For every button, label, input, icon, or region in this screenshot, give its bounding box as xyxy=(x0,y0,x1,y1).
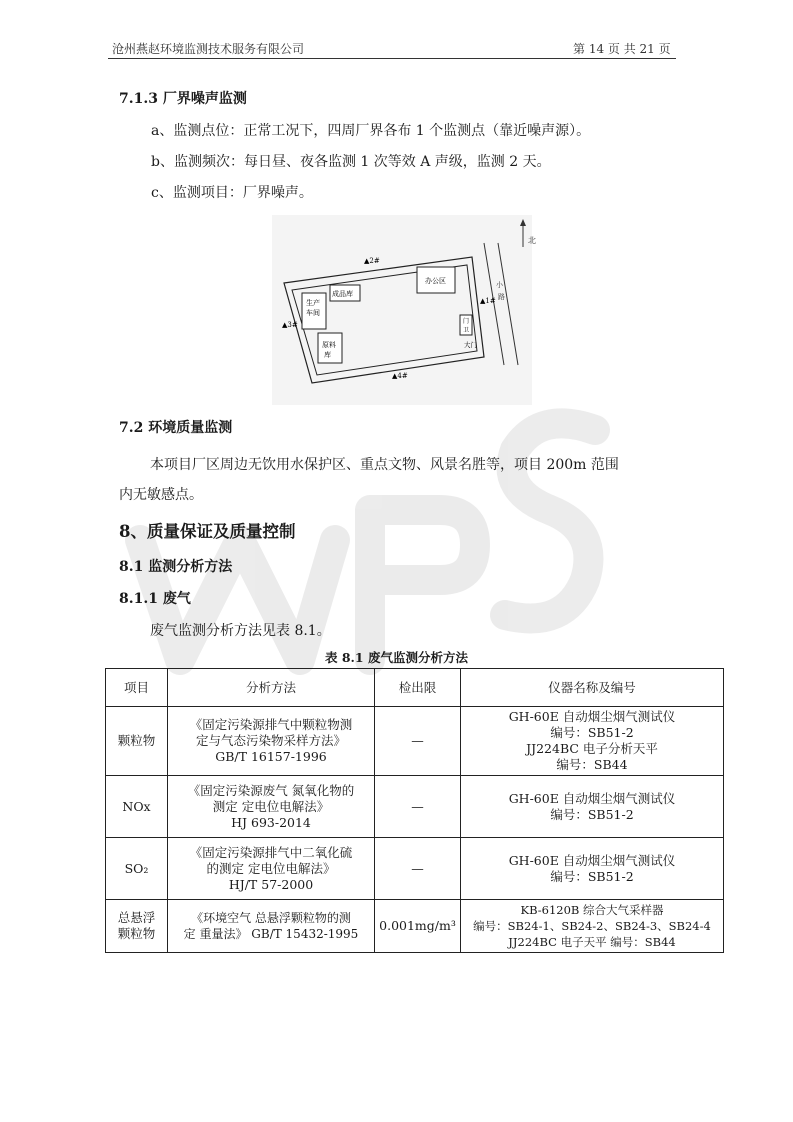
cell-instrument-line: KB-6120B 综合大气采样器 xyxy=(520,903,664,917)
cell-instrument-line: JJ224BC 电子天平 编号：SB44 xyxy=(508,935,676,949)
section-811-para: 废气监测分析方法见表 8.1。 xyxy=(150,623,331,639)
monitor-point-4: ▲4# xyxy=(392,372,408,380)
header-company: 沧州燕赵环境监测技术服务有限公司 xyxy=(112,42,305,56)
cell-instrument-line: 编号：SB44 xyxy=(556,757,628,772)
table-row xyxy=(106,838,724,900)
cell-item xyxy=(106,838,168,900)
monitor-point-1: ▲1# xyxy=(480,297,496,305)
cell-instrument-line: 编号：SB51-2 xyxy=(550,806,634,822)
monitor-point-3: ▲3# xyxy=(282,321,298,329)
cell-method xyxy=(168,900,375,953)
raw-label-1: 原料 xyxy=(322,341,336,349)
cell-method-line: 定 重量法》 GB/T 15432-1995 xyxy=(183,927,359,941)
gate-label: 大门 xyxy=(464,341,477,349)
cell-item xyxy=(106,707,168,776)
section-72-title: 7.2 环境质量监测 xyxy=(119,420,233,436)
table-row xyxy=(106,707,724,776)
cell-item-line: 颗粒物 xyxy=(117,733,156,748)
cell-item-line: 总悬浮 xyxy=(117,910,156,925)
guard-label-1: 门 xyxy=(463,318,470,325)
cell-method-line: 《固定污染源废气 氮氧化物的 xyxy=(187,782,355,798)
cell-method-line: 《固定污染源排气中颗粒物测 xyxy=(189,717,353,732)
header-cell-method: 分析方法 xyxy=(168,669,375,707)
table-row xyxy=(106,776,724,838)
north-label: 北 xyxy=(528,236,536,245)
cell-method-line: HJ 693-2014 xyxy=(231,814,311,830)
cell-instrument-line: 编号：SB51-2 xyxy=(550,868,634,884)
analysis-method-table xyxy=(105,668,724,953)
table-header-row xyxy=(106,669,724,707)
cell-method xyxy=(168,776,375,838)
cell-item-line: SO₂ xyxy=(124,860,149,876)
cell-instrument-line: GH-60E 自动烟尘烟气测试仪 xyxy=(508,790,676,806)
cell-instrument xyxy=(461,707,724,776)
guard-label-2: 卫 xyxy=(463,327,470,334)
cell-instrument-line: JJ224BC 电子分析天平 xyxy=(526,741,658,756)
header-cell-instrument: 仪器名称及编号 xyxy=(461,669,724,707)
cell-instrument xyxy=(461,900,724,953)
cell-instrument-line: 编号：SB51-2 xyxy=(550,725,634,740)
section-81-title: 8.1 监测分析方法 xyxy=(119,559,233,575)
cell-limit: — xyxy=(375,707,461,776)
table-row xyxy=(106,900,724,953)
production-label-1: 生产 xyxy=(306,299,320,307)
cell-instrument-line: 编号：SB24-1、SB24-2、SB24-3、SB24-4 xyxy=(473,919,711,933)
cell-item-line: 颗粒物 xyxy=(117,926,156,941)
cell-method xyxy=(168,838,375,900)
monitor-point-2: ▲2# xyxy=(364,257,380,265)
production-label-2: 车间 xyxy=(306,309,320,317)
cell-method-line: 《环境空气 总悬浮颗粒物的测 xyxy=(191,911,351,925)
cell-method xyxy=(168,707,375,776)
cell-instrument-line: GH-60E 自动烟尘烟气测试仪 xyxy=(508,852,676,868)
cell-method-line: HJ/T 57-2000 xyxy=(228,876,314,892)
section-713-item-a: a、监测点位：正常工况下，四周厂界各布 1 个监测点（靠近噪声源）。 xyxy=(151,123,591,139)
section-713-item-b: b、监测频次：每日昼、夜各监测 1 次等效 A 声级，监测 2 天。 xyxy=(151,154,551,170)
finished-label: 成品库 xyxy=(332,290,353,298)
road-label-2: 路 xyxy=(498,293,505,301)
section-713-title: 7.1.3 厂界噪声监测 xyxy=(119,91,247,107)
raw-label-2: 库 xyxy=(324,351,331,359)
section-72-para-line1: 本项目厂区周边无饮用水保护区、重点文物、风景名胜等，项目 200m 范围 xyxy=(150,457,619,473)
cell-item xyxy=(106,900,168,953)
section-811-title: 8.1.1 废气 xyxy=(119,591,191,607)
section-713-item-c: c、监测项目：厂界噪声。 xyxy=(151,185,313,201)
cell-method-line: 定与气态污染物采样方法》 xyxy=(195,733,346,748)
cell-method-line: 测定 定电位电解法》 xyxy=(212,798,330,814)
cell-instrument-line: GH-60E 自动烟尘烟气测试仪 xyxy=(508,709,676,724)
office-label: 办公区 xyxy=(425,277,446,285)
section-72-para-line2: 内无敏感点。 xyxy=(119,487,203,503)
header-cell-item: 项目 xyxy=(106,669,168,707)
table-caption: 表 8.1 废气监测分析方法 xyxy=(325,650,468,665)
cell-method-line: GB/T 16157-1996 xyxy=(215,749,327,764)
cell-method-line: 的测定 定电位电解法》 xyxy=(206,860,336,876)
header-rule xyxy=(108,58,676,59)
cell-limit: — xyxy=(375,776,461,838)
cell-instrument xyxy=(461,838,724,900)
section-8-title: 8、质量保证及质量控制 xyxy=(119,522,296,541)
road-label-1: 小 xyxy=(496,281,503,289)
header-cell-limit: 检出限 xyxy=(375,669,461,707)
cell-item xyxy=(106,776,168,838)
cell-item-line: NOx xyxy=(122,798,151,814)
site-map-diagram xyxy=(272,215,536,405)
cell-instrument xyxy=(461,776,724,838)
cell-limit: — xyxy=(375,838,461,900)
cell-method-line: 《固定污染源排气中二氧化硫 xyxy=(189,844,353,860)
header-page-info: 第 14 页 共 21 页 xyxy=(573,42,671,56)
cell-limit: 0.001mg/m³ xyxy=(375,900,461,953)
